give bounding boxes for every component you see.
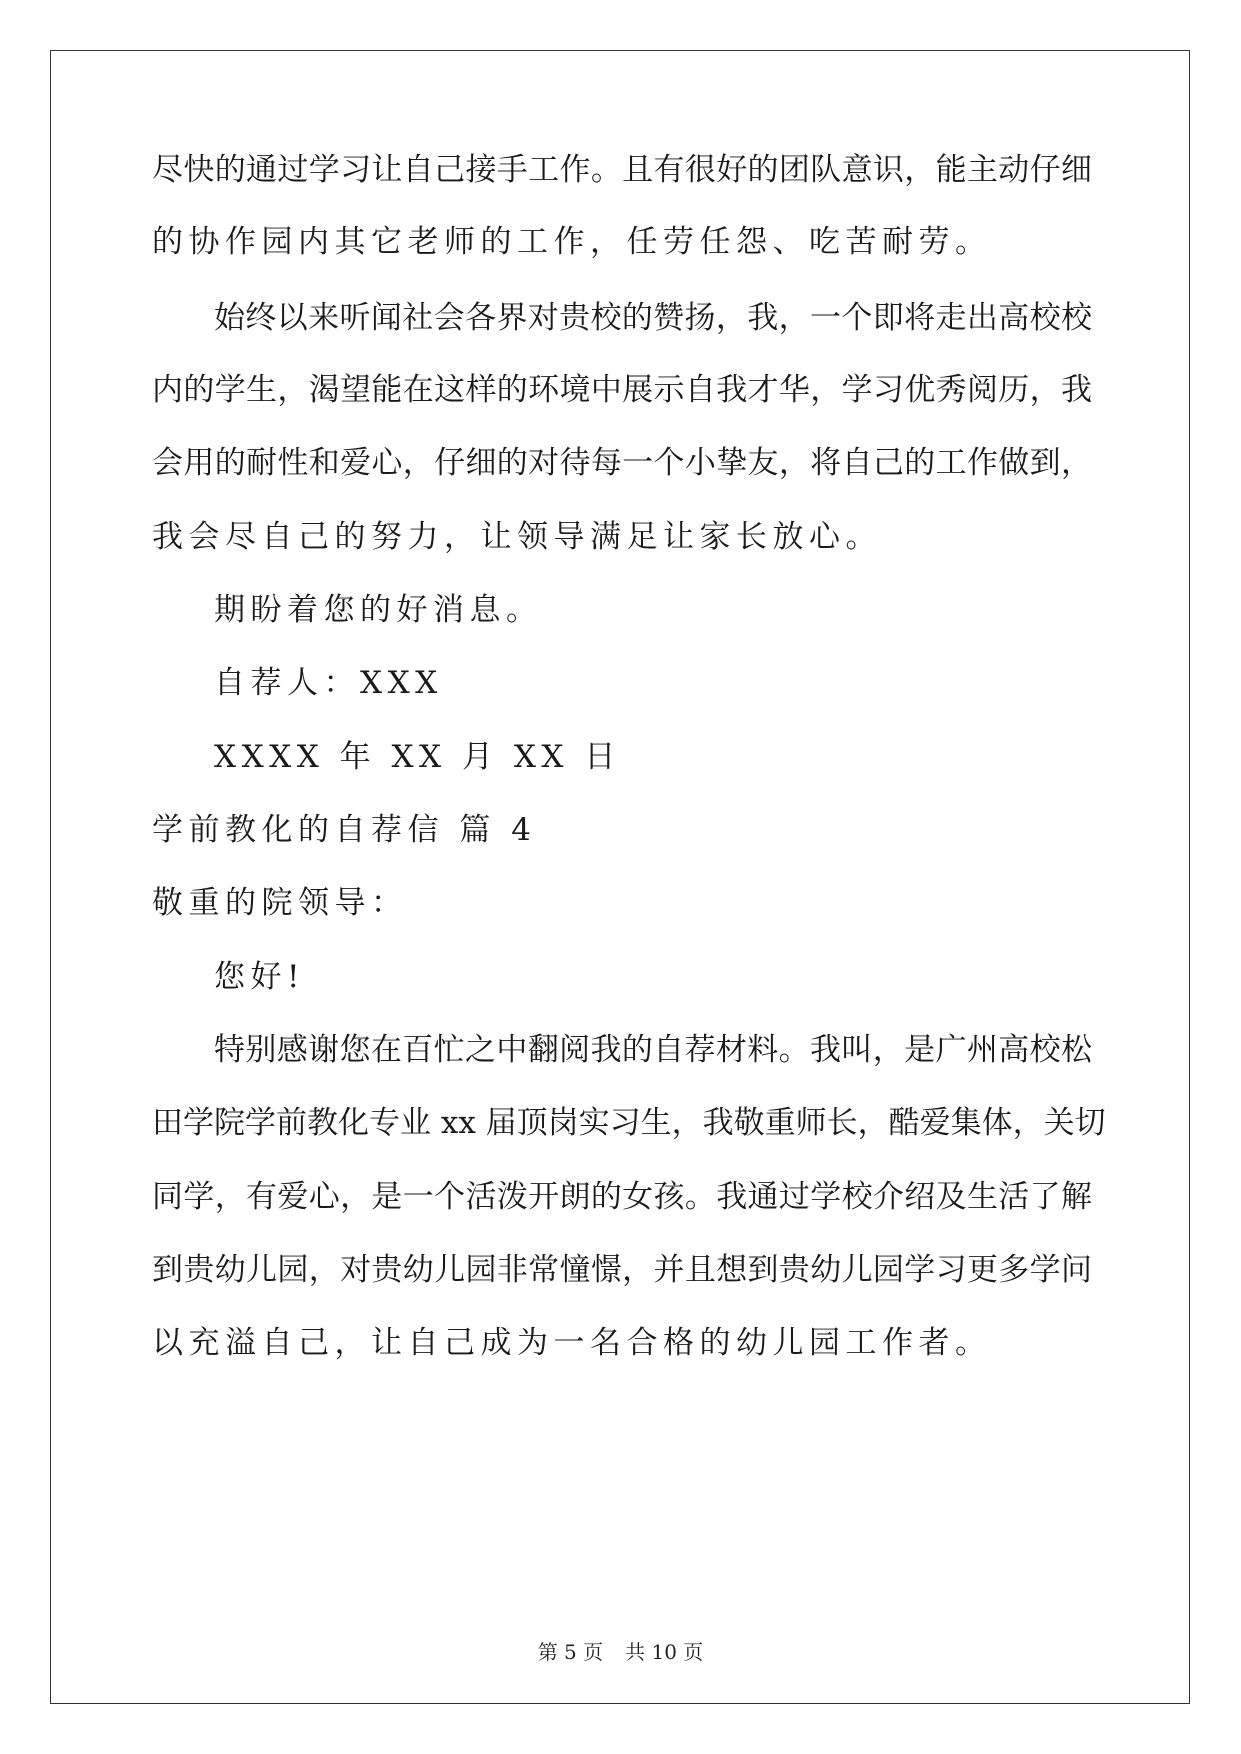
text-line: 内的学生，渴望能在这样的环境中展示自我才华，学习优秀阅历，我 [152,372,1092,408]
text-line: 尽快的通过学习让自己接手工作。且有很好的团队意识，能主动仔细 [152,152,1092,188]
signature-line: 自荐人：XXX [214,665,443,701]
salutation: 敬重的院领导： [152,885,408,921]
page-number: 第 5 页 [537,1640,604,1664]
text-line: 同学，有爱心，是一个活泼开朗的女孩。我通过学校介绍及生活了解 [152,1179,1092,1215]
page-total: 共 10 页 [625,1640,704,1664]
text-line: 以充溢自己，让自己成为一名合格的幼儿园工作者。 [152,1325,992,1361]
section-title: 学前教化的自荐信 篇 4 [152,812,537,848]
closing-line: 期盼着您的好消息。 [214,592,543,628]
page-footer [0,1640,1241,1664]
text-line: 特别感谢您在百忙之中翻阅我的自荐材料。我叫，是广州高校松 [214,1032,1092,1068]
greeting: 您好! [214,959,305,995]
text-line: 田学院学前教化专业 xx 届顶岗实习生，我敬重师长，酷爱集体，关切 [152,1105,1106,1141]
text-line: 到贵幼儿园，对贵幼儿园非常憧憬，并且想到贵幼儿园学习更多学问 [152,1252,1092,1288]
text-line: 我会尽自己的努力，让领导满足让家长放心。 [152,519,882,555]
text-line: 会用的耐性和爱心，仔细的对待每一个小挚友，将自己的工作做到， [152,445,1092,481]
date-line: XXXX 年 XX 月 XX 日 [214,739,621,775]
text-line: 始终以来听闻社会各界对贵校的赞扬，我，一个即将走出高校校 [214,300,1092,336]
text-line: 的协作园内其它老师的工作，任劳任怨、吃苦耐劳。 [152,224,992,260]
